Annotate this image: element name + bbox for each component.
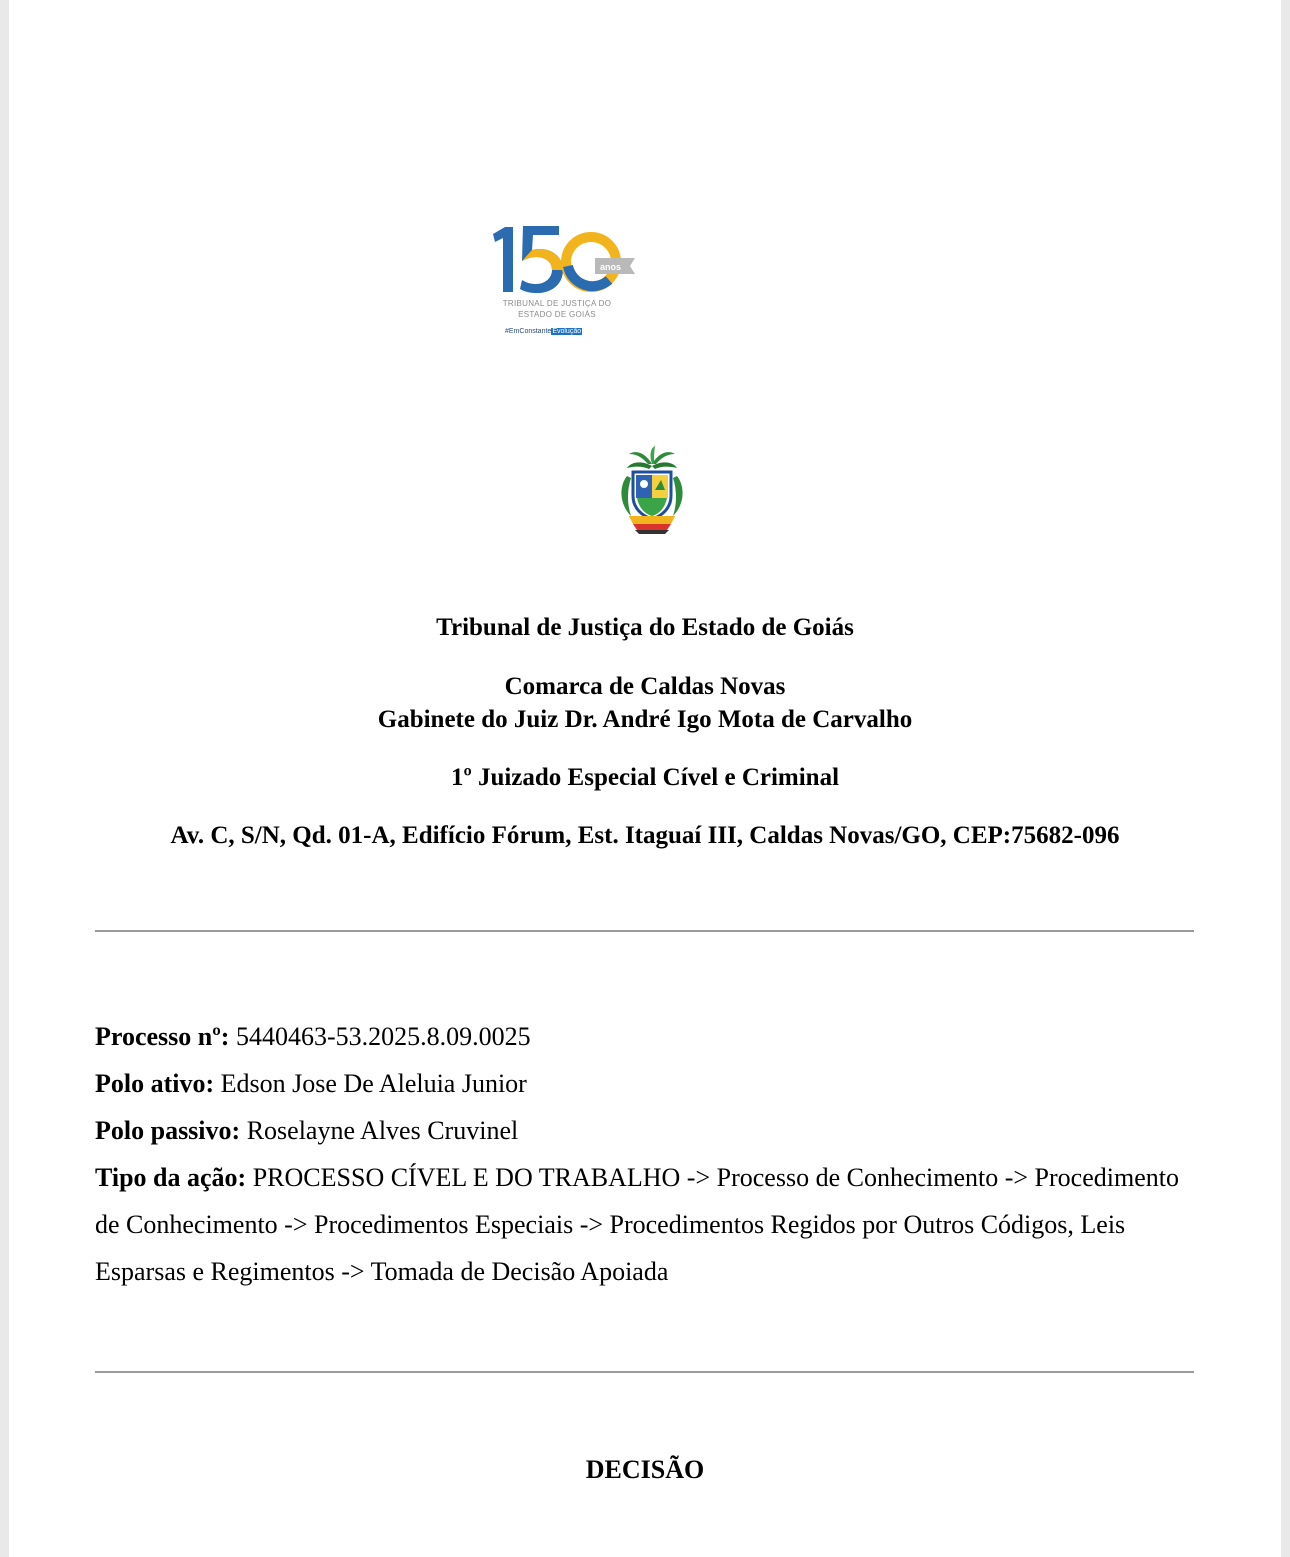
divider-top xyxy=(95,930,1194,932)
tjgo-150-anos-icon xyxy=(485,222,641,298)
logo-tag-highlight: Evolução xyxy=(552,328,582,335)
divider-bottom xyxy=(95,1371,1194,1373)
processo-label: Processo nº: xyxy=(95,1022,230,1051)
comarca-name: Comarca de Caldas Novas xyxy=(504,673,786,700)
logo-anos-text: anos xyxy=(600,262,622,272)
logo-caption-line2: ESTADO DE GOIÁS xyxy=(518,310,596,319)
polo-ativo-row xyxy=(95,1060,1195,1107)
case-info xyxy=(95,1013,1195,1295)
tjgo-150-anos-logo xyxy=(485,222,641,344)
logo-tag-prefix: #EmConstante xyxy=(505,328,552,335)
goias-coat-of-arms-icon xyxy=(615,446,689,534)
processo-row xyxy=(95,1013,1195,1060)
document-title: DECISÃO xyxy=(585,1455,705,1484)
polo-ativo-value: Edson Jose De Aleluia Junior xyxy=(220,1069,527,1098)
goias-coat-of-arms xyxy=(615,446,689,534)
gabinete-name: Gabinete do Juiz Dr. André Igo Mota de Carvalho xyxy=(377,706,913,733)
processo-value: 5440463-53.2025.8.09.0025 xyxy=(235,1022,531,1051)
logo-caption-line1: TRIBUNAL DE JUSTIÇA DO xyxy=(502,299,612,308)
logo-tagline xyxy=(505,327,582,336)
polo-passivo-label: Polo passivo: xyxy=(95,1116,241,1145)
document-page xyxy=(9,0,1281,1557)
tipo-acao-label: Tipo da ação: xyxy=(95,1163,247,1192)
court-address: Av. C, S/N, Qd. 01-A, Edifício Fórum, Est. Itaguaí III, Caldas Novas/GO, CEP:75682-096 xyxy=(170,822,1120,849)
polo-ativo-label: Polo ativo: xyxy=(95,1069,215,1098)
polo-passivo-row xyxy=(95,1107,1195,1154)
juizado-name: 1º Juizado Especial Cível e Criminal xyxy=(450,764,840,791)
polo-passivo-value: Roselayne Alves Cruvinel xyxy=(246,1116,519,1145)
court-name: Tribunal de Justiça do Estado de Goiás xyxy=(436,614,854,641)
tipo-acao-value: PROCESSO CÍVEL E DO TRABALHO -> Processo de Conhecimento -> Procedimento de Conhecimento -> Procedimentos Especiais -> Procedimentos Regidos por Outros Códigos, Leis Esparsas e Regimentos -> Tomada de Decisão Apoiada xyxy=(95,1163,1179,1286)
tipo-acao-row xyxy=(95,1154,1195,1295)
